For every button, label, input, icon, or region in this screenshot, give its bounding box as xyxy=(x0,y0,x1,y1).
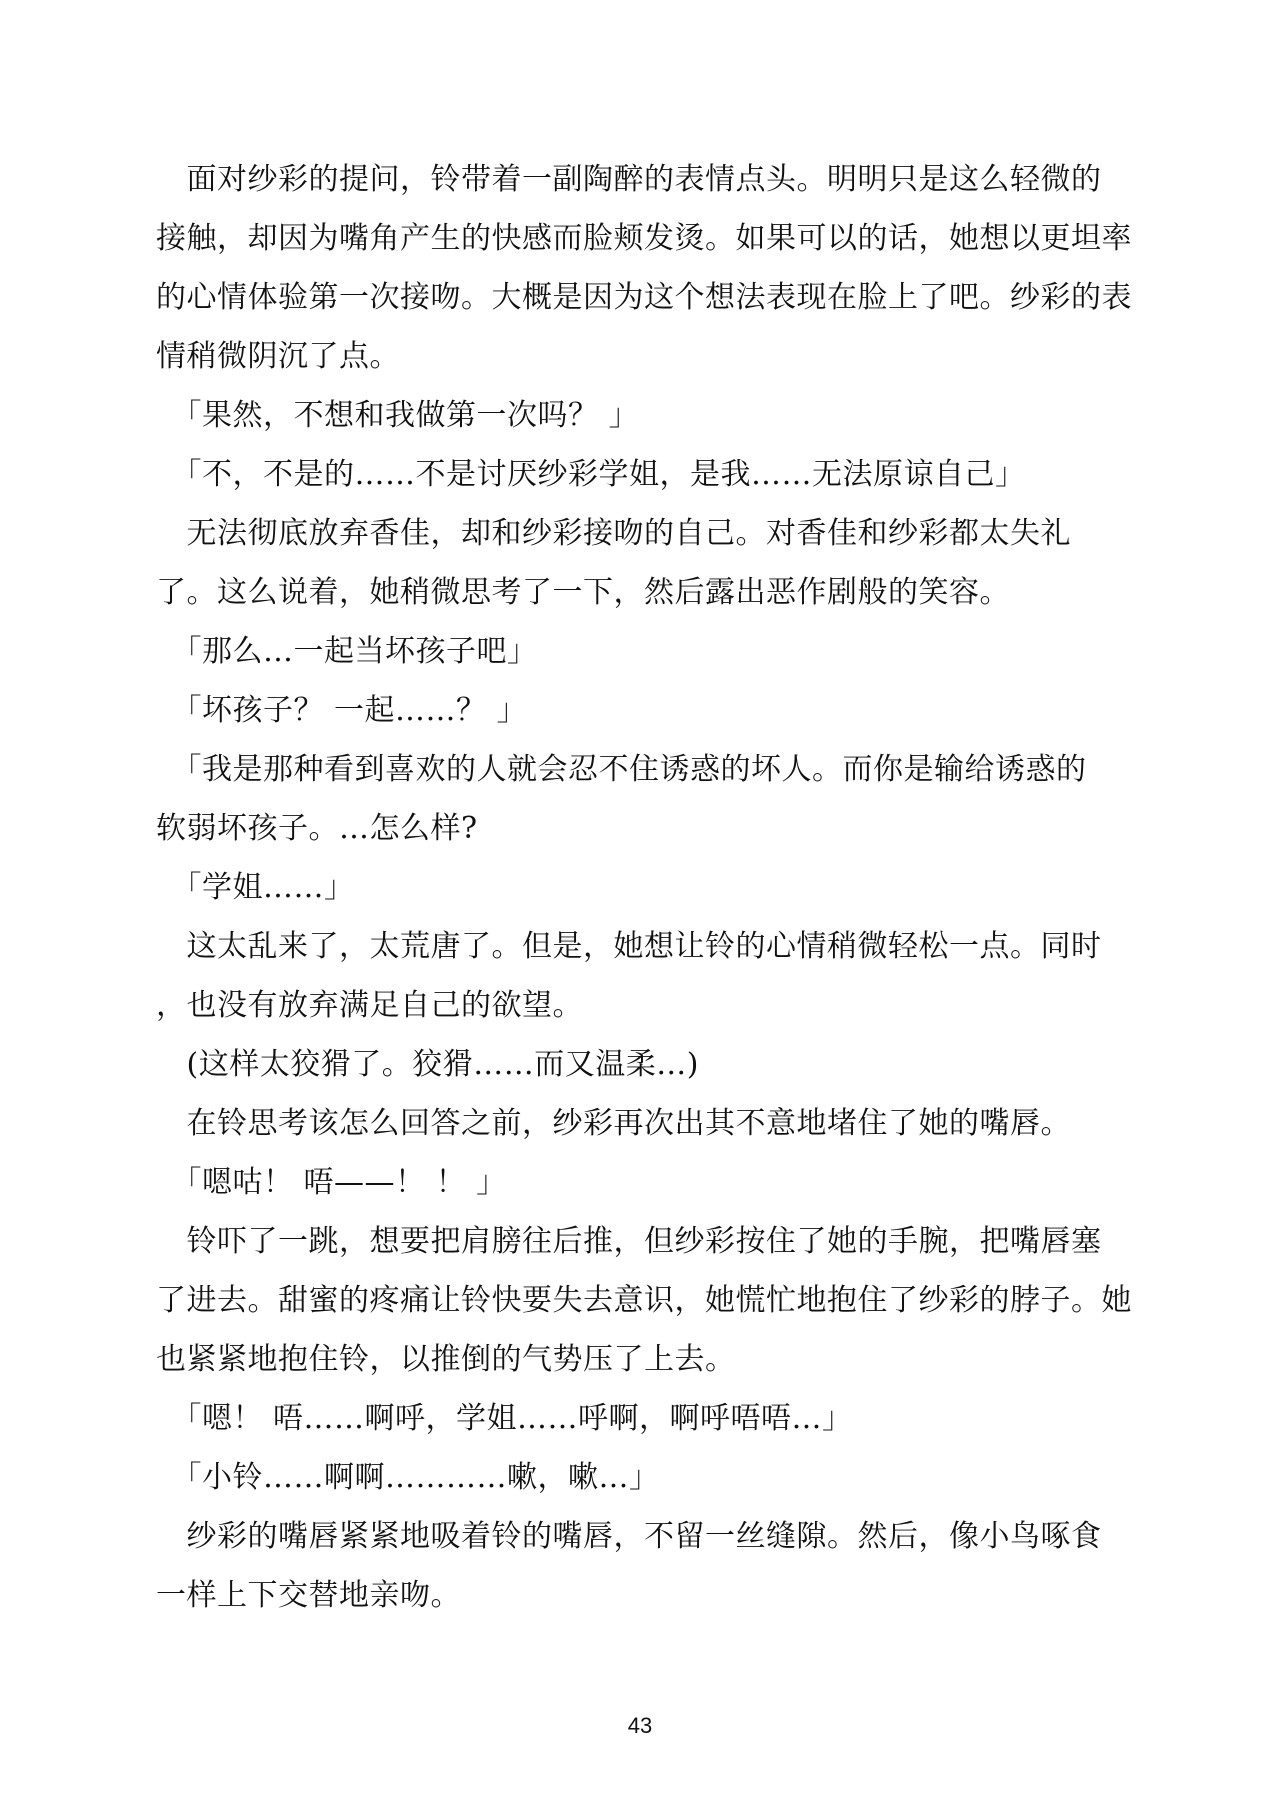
text-line: 面对纱彩的提问，铃带着一副陶醉的表情点头。明明只是这么轻微的 xyxy=(156,162,1102,197)
text-line: 「嗯咕！ 唔——！ ！ 」 xyxy=(156,1165,507,1200)
text-line: (这样太狡猾了。狡猾……而又温柔…) xyxy=(156,1047,699,1082)
text-line: 「坏孩子？ 一起……？ 」 xyxy=(156,693,528,728)
text-line: 情稍微阴沉了点。 xyxy=(156,339,400,374)
text-line: 纱彩的嘴唇紧紧地吸着铃的嘴唇，不留一丝缝隙。然后，像小鸟啄食 xyxy=(156,1519,1102,1554)
text-line: 在铃思考该怎么回答之前，纱彩再次出其不意地堵住了她的嘴唇。 xyxy=(156,1106,1071,1141)
text-line: 的心情体验第一次接吻。大概是因为这个想法表现在脸上了吧。纱彩的表 xyxy=(156,280,1132,315)
text-line: 「嗯！ 唔……啊呼，学姐……呼啊，啊呼唔唔…」 xyxy=(156,1401,853,1436)
text-line: 「不，不是的……不是讨厌纱彩学姐，是我……无法原谅自己」 xyxy=(156,457,1026,492)
text-line: 「果然，不想和我做第一次吗？ 」 xyxy=(156,398,640,433)
page-number: 43 xyxy=(627,1713,653,1738)
text-line: 了。这么说着，她稍微思考了一下，然后露出恶作剧般的笑容。 xyxy=(156,575,1010,610)
text-line: ，也没有放弃满足自己的欲望。 xyxy=(156,988,583,1023)
text-line: 了进去。甜蜜的疼痛让铃快要失去意识，她慌忙地抱住了纱彩的脖子。她 xyxy=(156,1283,1132,1318)
text-line: 也紧紧地抱住铃，以推倒的气势压了上去。 xyxy=(156,1342,736,1377)
text-line: 「学姐……」 xyxy=(156,870,355,905)
text-line: 「那么…一起当坏孩子吧」 xyxy=(156,634,538,669)
text-line: 铃吓了一跳，想要把肩膀往后推，但纱彩按住了她的手腕，把嘴唇塞 xyxy=(156,1224,1102,1259)
text-line: 接触，却因为嘴角产生的快感而脸颊发烫。如果可以的话，她想以更坦率 xyxy=(156,221,1132,256)
text-line: 「我是那种看到喜欢的人就会忍不住诱惑的坏人。而你是输给诱惑的 xyxy=(156,752,1087,787)
text-line: 软弱坏孩子。…怎么样? xyxy=(156,811,478,846)
text-line: 「小铃……啊啊…………嗽，嗽…」 xyxy=(156,1460,660,1495)
text-line: 无法彻底放弃香佳，却和纱彩接吻的自己。对香佳和纱彩都太失礼 xyxy=(156,516,1071,551)
text-line: 一样上下交替地亲吻。 xyxy=(156,1578,461,1613)
text-line: 这太乱来了，太荒唐了。但是，她想让铃的心情稍微轻松一点。同时 xyxy=(156,929,1102,964)
